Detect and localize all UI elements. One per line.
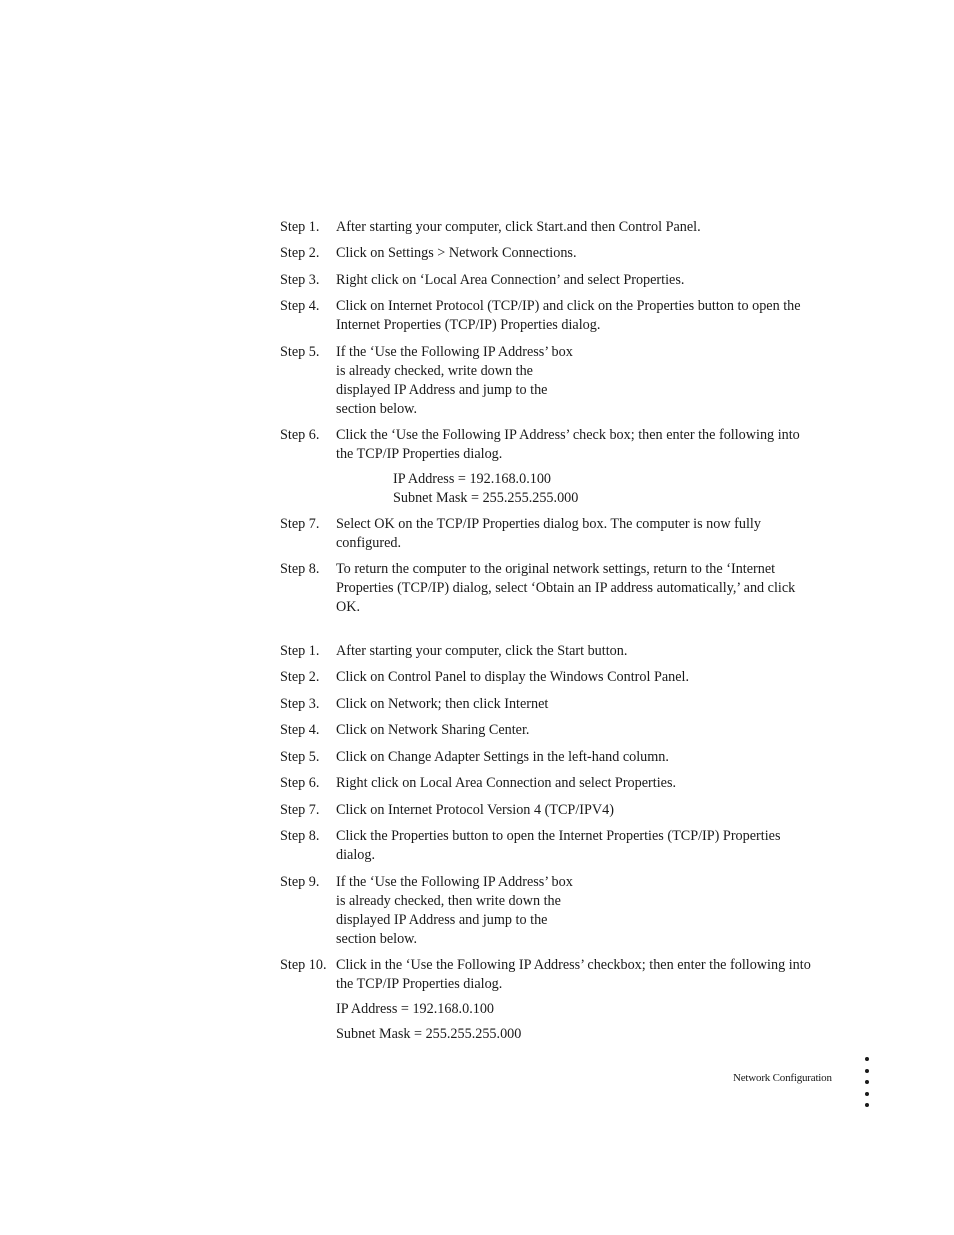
step-text: Right click on Local Area Connection and select Properties. xyxy=(336,775,677,791)
step-item xyxy=(280,297,820,335)
step-item xyxy=(280,873,820,949)
step-number: Step 6. xyxy=(280,427,320,443)
step-number: Step 2. xyxy=(280,245,320,261)
dot-icon xyxy=(865,1069,869,1073)
step-number: Step 3. xyxy=(280,272,320,288)
step-text-main: If the ‘Use the Following IP Address’ box is already checked, then write down the displayed IP Address and jump to the xyxy=(336,874,573,928)
step-number: Step 7. xyxy=(280,802,320,818)
step-text: Click the ‘Use the Following IP Address’ check box; then enter the following into the TCP/IP Properties dialog. xyxy=(336,427,800,462)
step-text-continued: section below. xyxy=(336,931,418,947)
step-item xyxy=(280,801,820,820)
step-item xyxy=(280,244,820,263)
ip-address-line: IP Address = 192.168.0.100 xyxy=(393,471,552,487)
step-number: Step 2. xyxy=(280,669,320,685)
step-text: Select OK on the TCP/IP Properties dialog box. The computer is now fully configured. xyxy=(336,516,761,551)
steps-section-1 xyxy=(280,218,820,617)
step-text: Click the Properties button to open the Internet Properties (TCP/IP) Properties dialog. xyxy=(336,828,781,863)
step-number: Step 1. xyxy=(280,219,320,235)
step-text: After starting your computer, click the Start button. xyxy=(336,643,628,659)
step-number: Step 10. xyxy=(280,957,327,973)
step-item xyxy=(280,695,820,714)
step-text: Right click on ‘Local Area Connection’ and select Properties. xyxy=(336,272,685,288)
step-text: Click on Control Panel to display the Windows Control Panel. xyxy=(336,669,690,685)
step-number: Step 9. xyxy=(280,874,320,890)
step-text-main: If the ‘Use the Following IP Address’ box is already checked, write down the displayed IP Address and jump to the xyxy=(336,344,573,398)
dot-icon xyxy=(865,1103,869,1107)
step-number: Step 8. xyxy=(280,561,320,577)
step-item xyxy=(280,560,820,617)
step-item xyxy=(280,774,820,793)
dot-icon xyxy=(865,1080,869,1084)
step-text: Click on Settings > Network Connections. xyxy=(336,245,577,261)
step-number: Step 8. xyxy=(280,828,320,844)
step-item xyxy=(280,271,820,290)
dot-icon xyxy=(865,1092,869,1096)
step-text: After starting your computer, click Start.and then Control Panel. xyxy=(336,219,701,235)
step-item xyxy=(280,827,820,865)
step-text-continued: section below. xyxy=(336,401,418,417)
step-number: Step 7. xyxy=(280,516,320,532)
step-number: Step 5. xyxy=(280,344,320,360)
step-text xyxy=(336,343,820,419)
step-item xyxy=(280,668,820,687)
step-text: Click in the ‘Use the Following IP Address’ checkbox; then enter the following into the TCP/IP Properties dialog. xyxy=(336,957,811,992)
footer-section-label: Network Configuration xyxy=(733,1072,832,1084)
step-number: Step 3. xyxy=(280,696,320,712)
ip-address-line: IP Address = 192.168.0.100 xyxy=(336,1001,495,1017)
step-text: Click on Network Sharing Center. xyxy=(336,722,530,738)
step-text: Click on Internet Protocol Version 4 (TCP/IPV4) xyxy=(336,802,614,818)
step-item xyxy=(280,426,820,464)
step-number: Step 4. xyxy=(280,722,320,738)
step-number: Step 4. xyxy=(280,298,320,314)
step-text: To return the computer to the original network settings, return to the ‘Internet Properties (TCP/IP) dialog, select ‘Obtain an IP address automatically,’ and click OK. xyxy=(336,561,796,615)
step-item xyxy=(280,642,820,661)
step-number: Step 5. xyxy=(280,749,320,765)
step-item xyxy=(280,515,820,553)
dot-icon xyxy=(865,1057,869,1061)
step-item xyxy=(280,748,820,767)
steps-section-2 xyxy=(280,642,820,1044)
subnet-mask-line: Subnet Mask = 255.255.255.000 xyxy=(336,1026,522,1042)
step-text: Click on Internet Protocol (TCP/IP) and click on the Properties button to open the Internet Properties (TCP/IP) Properties dialog. xyxy=(336,298,801,333)
step-number: Step 6. xyxy=(280,775,320,791)
step-text: Click on Network; then click Internet xyxy=(336,696,549,712)
step-item xyxy=(280,218,820,237)
step-number: Step 1. xyxy=(280,643,320,659)
step-item xyxy=(280,343,820,419)
dot-leader-ornament xyxy=(865,1057,871,1115)
subnet-mask-line: Subnet Mask = 255.255.255.000 xyxy=(393,490,579,506)
step-item xyxy=(280,956,820,994)
step-text xyxy=(336,873,820,949)
step-item xyxy=(280,721,820,740)
step-text: Click on Change Adapter Settings in the left-hand column. xyxy=(336,749,669,765)
